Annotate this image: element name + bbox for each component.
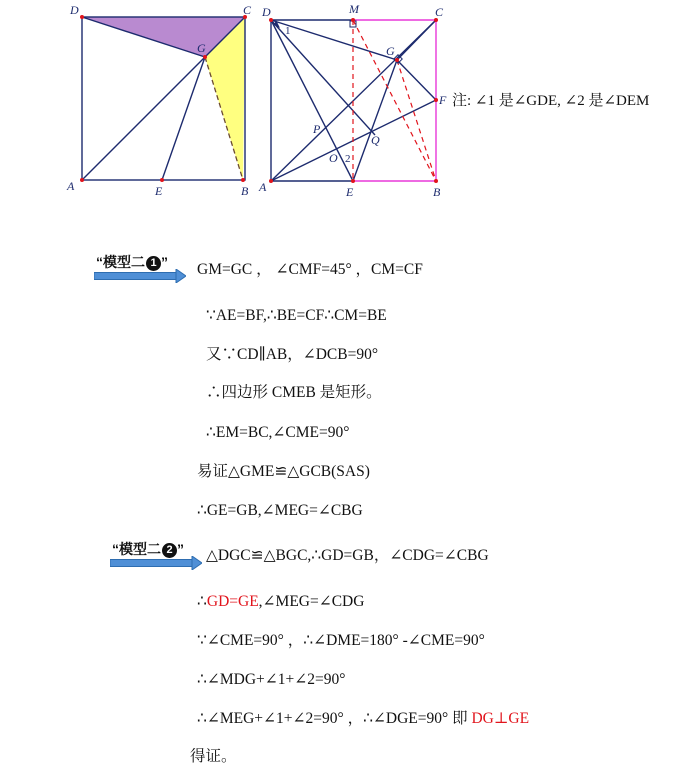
label-o: O	[329, 151, 338, 165]
label-a: A	[67, 179, 75, 193]
proof-line-13: 得证。	[190, 748, 237, 765]
segment-dq	[271, 20, 375, 135]
segment-ge	[162, 57, 205, 180]
point-g	[203, 55, 207, 59]
proof-line-12-highlight: DG⊥GE	[471, 710, 530, 727]
segment-eg	[353, 60, 397, 181]
proof-line-3: 又∵CD∥AB，∠DCB=90°	[206, 346, 379, 363]
point-m	[351, 18, 355, 22]
label-d: D	[70, 3, 79, 17]
proof-line-1: GM=GC ， ∠CMF=45° ，CM=CF	[197, 261, 423, 278]
proof-line-7: ∴GE=GB,∠MEG=∠CBG	[197, 502, 363, 519]
proof-line-9-highlight: GD=GE	[206, 593, 259, 610]
point-g	[395, 58, 399, 62]
angle-label-2: 2	[345, 153, 351, 165]
number-badge-2: 2	[162, 543, 177, 558]
point-d	[80, 15, 84, 19]
proof-line-6: 易证△GME≌△GCB(SAS)	[197, 463, 370, 480]
label-p: P	[313, 122, 321, 136]
point-e	[160, 178, 164, 182]
proof-line-4: ∴四边形 CMEB 是矩形。	[206, 384, 382, 401]
point-e	[351, 179, 355, 183]
label-c: C	[435, 5, 444, 19]
model-label-2-close-quote: ”	[177, 541, 184, 557]
arrow-icon-2	[110, 556, 202, 570]
segment-de	[271, 20, 353, 181]
proof-line-9-prefix: ∴	[197, 593, 207, 610]
number-badge-1: 1	[146, 256, 161, 271]
model-label-2-text: “模型二	[112, 541, 161, 557]
label-b: B	[433, 185, 441, 199]
label-c: C	[243, 3, 252, 17]
label-e: E	[346, 185, 354, 199]
proof-line-12	[197, 710, 529, 728]
proof-line-8: △DGC≌△BGC,∴GD=GB，∠CDG=∠CBG	[206, 547, 489, 564]
figure-note: 注: ∠1 是∠GDE, ∠2 是∠DEM	[452, 93, 650, 109]
label-a: A	[259, 180, 267, 194]
arrow-icon-1	[94, 269, 186, 283]
proof-line-5: ∴EM=BC,∠CME=90°	[206, 424, 350, 441]
label-m: M	[349, 2, 359, 16]
model-label-1-text: “模型二	[96, 254, 145, 270]
label-d: D	[262, 5, 271, 19]
label-q: Q	[371, 133, 380, 147]
point-f	[434, 98, 438, 102]
proof-line-2: ∵AE=BF,∴BE=CF∴CM=BE	[206, 307, 387, 324]
proof-line-9	[197, 593, 364, 611]
proof-line-9-rest: ,∠MEG=∠CDG	[258, 593, 365, 610]
model-label-1-close-quote: ”	[161, 254, 168, 270]
label-e: E	[155, 184, 163, 198]
proof-line-12-main: ∴∠MEG+∠1+∠2=90° ，∴∠DGE=90° 即	[197, 710, 472, 727]
label-b: B	[241, 184, 249, 198]
point-b	[434, 179, 438, 183]
figure-1	[0, 0, 260, 205]
point-a	[80, 178, 84, 182]
proof-line-11: ∴∠MDG+∠1+∠2=90°	[197, 671, 346, 688]
label-g: G	[386, 44, 395, 58]
label-g: G	[197, 41, 206, 55]
proof-line-10: ∵∠CME=90° ，∴∠DME=180° -∠CME=90°	[197, 632, 485, 649]
point-a	[269, 179, 273, 183]
segment-ag	[82, 57, 205, 180]
label-f: F	[439, 93, 447, 107]
segment-gb-dashed	[397, 60, 436, 181]
segment-gc	[397, 20, 436, 60]
angle-label-1: 1	[285, 25, 291, 37]
